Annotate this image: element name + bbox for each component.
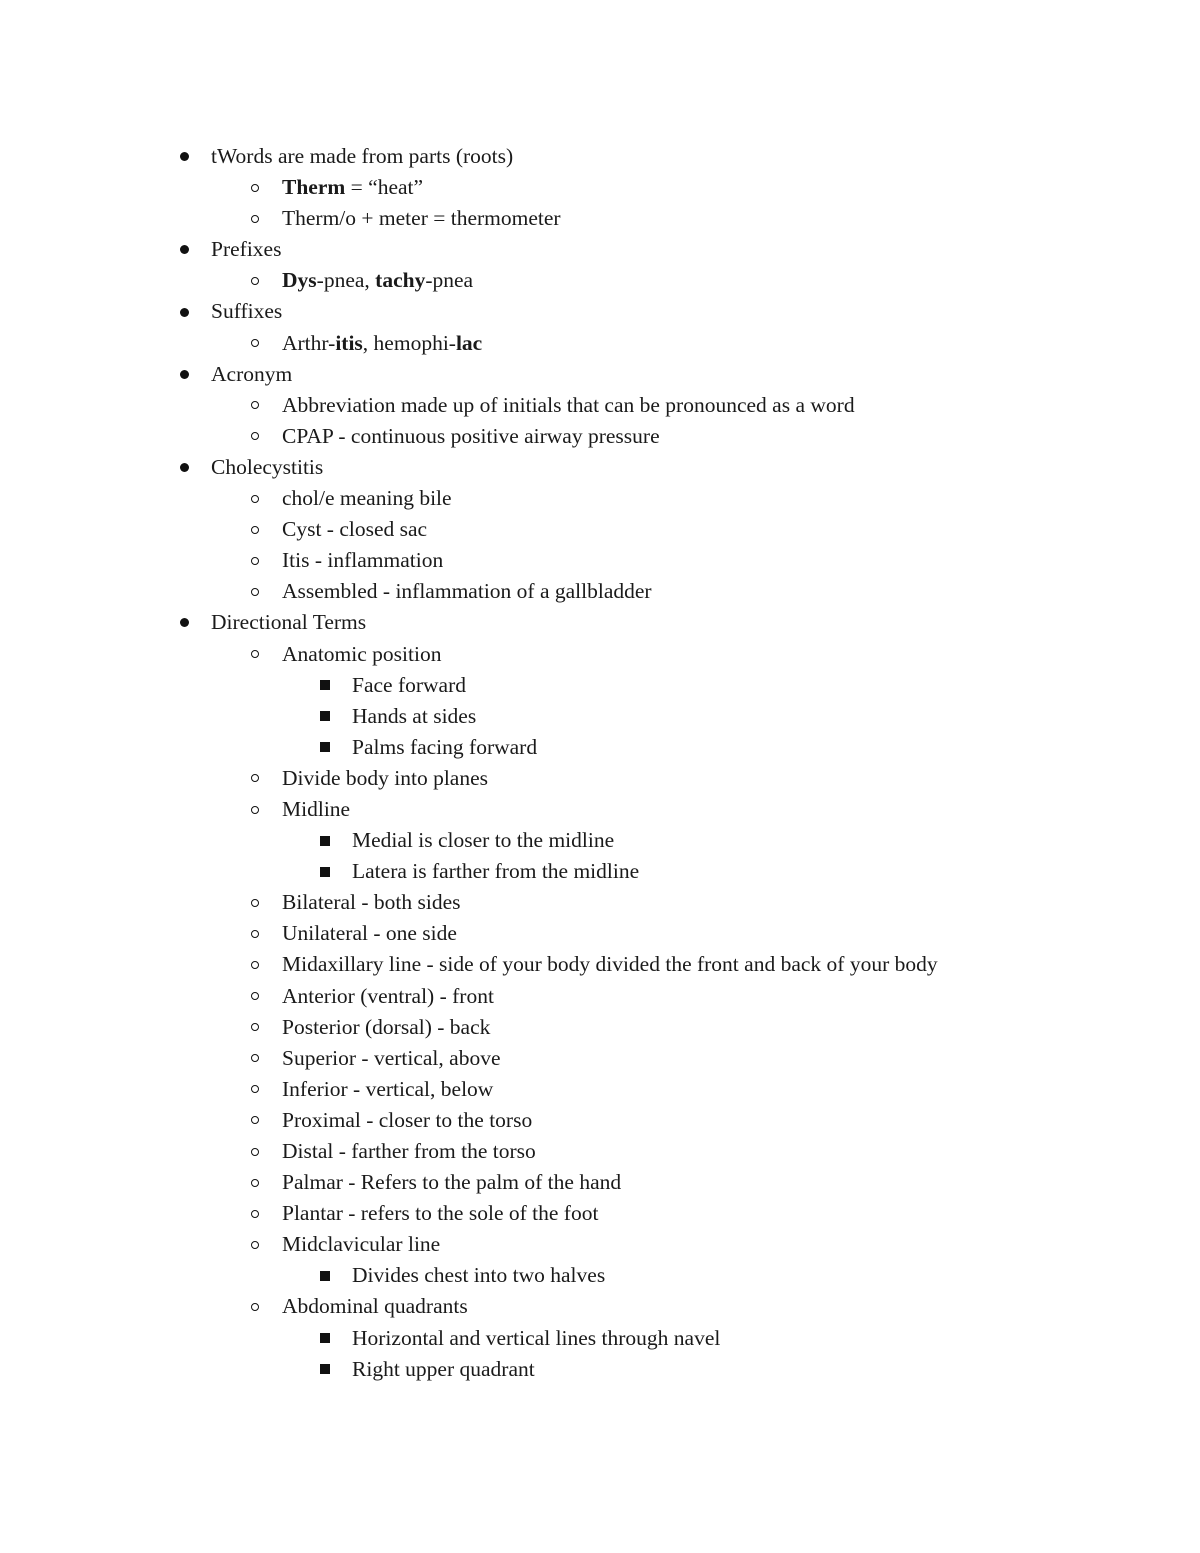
list-item-level-2: [0, 1323, 1200, 1354]
bullet-circle-icon: [248, 763, 262, 794]
list-item-text: [282, 794, 350, 825]
list-item-level-1: [0, 421, 1200, 452]
bullet-square-icon: [318, 856, 332, 887]
list-item-text: [352, 856, 639, 887]
list-item-text: [282, 1136, 536, 1167]
list-item-level-2: [0, 856, 1200, 887]
text-run: Palms facing forward: [352, 734, 538, 759]
text-run: Divides chest into two halves: [352, 1263, 606, 1288]
text-run: Arthr-: [282, 330, 336, 355]
text-run: , hemophi-: [362, 330, 456, 355]
bullet-circle-icon: [248, 390, 262, 421]
text-run: Divide body into planes: [282, 765, 489, 790]
notes-document: [0, 141, 1200, 1385]
list-item-level-1: [0, 1074, 1200, 1105]
list-item-text: [282, 576, 652, 607]
list-item-level-1: [0, 1043, 1200, 1074]
list-item-level-1: [0, 576, 1200, 607]
text-run: Palmar - Refers to the palm of the hand: [282, 1170, 622, 1195]
list-item-text: [352, 701, 476, 732]
bullet-square-icon: [318, 1323, 332, 1354]
list-item-level-1: [0, 265, 1200, 296]
bullet-square-icon: [318, 732, 332, 763]
bullet-circle-icon: [248, 1167, 262, 1198]
list-item-text: [282, 203, 561, 234]
bullet-circle-icon: [248, 576, 262, 607]
bullet-circle-icon: [248, 421, 262, 452]
list-item-level-1: [0, 390, 1200, 421]
bullet-circle-icon: [248, 483, 262, 514]
list-item-text: [352, 1354, 535, 1385]
list-item-text: [282, 1105, 532, 1136]
bullet-circle-icon: [248, 981, 262, 1012]
bullet-disc-icon: [177, 234, 191, 265]
list-item-level-0: [0, 607, 1200, 638]
text-run: Plantar - refers to the sole of the foot: [282, 1201, 599, 1226]
bullet-disc-icon: [177, 296, 191, 327]
text-run: Hands at sides: [352, 703, 477, 728]
bullet-disc-icon: [177, 452, 191, 483]
list-item-level-1: [0, 1229, 1200, 1260]
text-run: = “heat”: [345, 175, 424, 200]
list-item-text: [282, 390, 855, 421]
list-item-level-1: [0, 763, 1200, 794]
text-run: Itis - inflammation: [282, 548, 444, 573]
list-item-text: [282, 639, 441, 670]
list-item-level-2: [0, 1354, 1200, 1385]
list-item-text: [352, 670, 466, 701]
bullet-circle-icon: [248, 639, 262, 670]
text-run: tWords are made from parts (roots): [211, 144, 514, 168]
bullet-circle-icon: [248, 1043, 262, 1074]
bullet-disc-icon: [177, 141, 191, 172]
list-item-text: [282, 1291, 468, 1322]
bold-term: tachy: [375, 268, 426, 293]
text-run: Anatomic position: [282, 641, 442, 666]
list-item-text: [282, 421, 660, 452]
bullet-circle-icon: [248, 1291, 262, 1322]
list-item-level-2: [0, 732, 1200, 763]
bold-term: lac: [455, 330, 483, 355]
list-item-level-1: [0, 887, 1200, 918]
text-run: Assembled - inflammation of a gallbladder: [282, 579, 652, 604]
bullet-circle-icon: [248, 265, 262, 296]
list-item-level-1: [0, 328, 1200, 359]
list-item-level-1: [0, 172, 1200, 203]
list-item-level-1: [0, 981, 1200, 1012]
bullet-circle-icon: [248, 1136, 262, 1167]
bullet-circle-icon: [248, 949, 262, 980]
text-run: Face forward: [352, 672, 467, 697]
list-item-level-1: [0, 1291, 1200, 1322]
bold-term: Dys: [282, 268, 317, 293]
bullet-square-icon: [318, 670, 332, 701]
text-run: Bilateral - both sides: [282, 890, 461, 915]
text-run: -pnea: [425, 268, 474, 293]
list-item-level-1: [0, 1198, 1200, 1229]
text-run: Cholecystitis: [211, 454, 324, 479]
text-run: chol/e meaning bile: [282, 486, 452, 511]
list-item-text: [282, 514, 427, 545]
bullet-circle-icon: [248, 545, 262, 576]
list-item-text: [352, 732, 537, 763]
list-item-text: [352, 1260, 605, 1291]
list-item-text: [211, 296, 282, 327]
list-item-text: [282, 981, 494, 1012]
list-item-level-0: [0, 141, 1200, 172]
text-run: Abdominal quadrants: [282, 1294, 468, 1319]
list-item-level-1: [0, 1167, 1200, 1198]
list-item-text: [352, 1323, 720, 1354]
bullet-circle-icon: [248, 328, 262, 359]
text-run: Unilateral - one side: [282, 921, 457, 946]
list-item-text: [211, 607, 366, 638]
bullet-circle-icon: [248, 203, 262, 234]
list-item-text: [282, 949, 938, 980]
list-item-text: [282, 265, 473, 296]
list-item-level-1: [0, 1105, 1200, 1136]
bullet-circle-icon: [248, 887, 262, 918]
bullet-disc-icon: [177, 359, 191, 390]
list-item-text: [282, 172, 423, 203]
text-run: Suffixes: [211, 299, 283, 324]
text-run: Latera is farther from the midline: [352, 859, 640, 884]
bullet-circle-icon: [248, 1229, 262, 1260]
text-run: CPAP - continuous positive airway pressure: [282, 423, 660, 448]
list-item-level-1: [0, 918, 1200, 949]
bold-term: Therm: [282, 175, 346, 200]
list-item-text: [211, 359, 292, 390]
list-item-level-0: [0, 234, 1200, 265]
text-run: Midaxillary line - side of your body divided the front and back of your body: [282, 952, 938, 977]
list-item-level-1: [0, 1136, 1200, 1167]
list-item-text: [211, 452, 323, 483]
bullet-circle-icon: [248, 1105, 262, 1136]
list-item-level-2: [0, 1260, 1200, 1291]
list-item-text: [352, 825, 614, 856]
text-run: Superior - vertical, above: [282, 1045, 501, 1070]
list-item-level-0: [0, 359, 1200, 390]
list-item-text: [282, 483, 452, 514]
bullet-disc-icon: [177, 607, 191, 638]
list-item-level-1: [0, 639, 1200, 670]
list-item-text: [282, 1198, 598, 1229]
list-item-text: [211, 141, 513, 172]
list-item-text: [282, 763, 488, 794]
text-run: Therm/o + meter = thermometer: [282, 206, 561, 231]
bullet-circle-icon: [248, 918, 262, 949]
bullet-circle-icon: [248, 1198, 262, 1229]
list-item-text: [282, 545, 443, 576]
text-run: Inferior - vertical, below: [282, 1076, 494, 1101]
text-run: Distal - farther from the torso: [282, 1139, 536, 1163]
list-item-text: [282, 887, 461, 918]
text-run: Medial is closer to the midline: [352, 828, 615, 853]
text-run: Posterior (dorsal) - back: [282, 1014, 491, 1039]
list-item-level-2: [0, 825, 1200, 856]
list-item-text: [282, 1012, 490, 1043]
bullet-circle-icon: [248, 172, 262, 203]
text-run: Cyst - closed sac: [282, 517, 428, 542]
list-item-text: [282, 1043, 501, 1074]
text-run: Horizontal and vertical lines through navel: [352, 1325, 721, 1350]
list-item-level-1: [0, 545, 1200, 576]
list-item-level-0: [0, 296, 1200, 327]
bullet-circle-icon: [248, 1012, 262, 1043]
list-item-level-2: [0, 701, 1200, 732]
text-run: Prefixes: [211, 237, 282, 262]
list-item-text: [211, 234, 281, 265]
bullet-square-icon: [318, 1260, 332, 1291]
bullet-square-icon: [318, 1354, 332, 1385]
list-item-level-1: [0, 794, 1200, 825]
text-run: Midline: [282, 796, 351, 821]
text-run: Acronym: [211, 361, 293, 386]
list-item-text: [282, 1167, 621, 1198]
text-run: Proximal - closer to the torso: [282, 1107, 533, 1132]
bullet-circle-icon: [248, 794, 262, 825]
list-item-text: [282, 1229, 440, 1260]
text-run: Abbreviation made up of initials that can be pronounced as a word: [282, 392, 855, 417]
text-run: Directional Terms: [211, 610, 367, 635]
list-item-level-1: [0, 1012, 1200, 1043]
bullet-circle-icon: [248, 514, 262, 545]
list-item-level-1: [0, 483, 1200, 514]
text-run: Right upper quadrant: [352, 1356, 535, 1381]
list-item-level-1: [0, 203, 1200, 234]
text-run: Midclavicular line: [282, 1232, 441, 1257]
list-item-level-0: [0, 452, 1200, 483]
bullet-square-icon: [318, 701, 332, 732]
list-item-text: [282, 918, 457, 949]
bullet-circle-icon: [248, 1074, 262, 1105]
bold-term: itis: [335, 330, 363, 355]
list-item-level-2: [0, 670, 1200, 701]
list-item-text: [282, 328, 482, 359]
list-item-text: [282, 1074, 493, 1105]
list-item-level-1: [0, 949, 1200, 980]
list-item-level-1: [0, 514, 1200, 545]
text-run: -pnea,: [316, 268, 376, 293]
text-run: Anterior (ventral) - front: [282, 983, 494, 1008]
bullet-square-icon: [318, 825, 332, 856]
